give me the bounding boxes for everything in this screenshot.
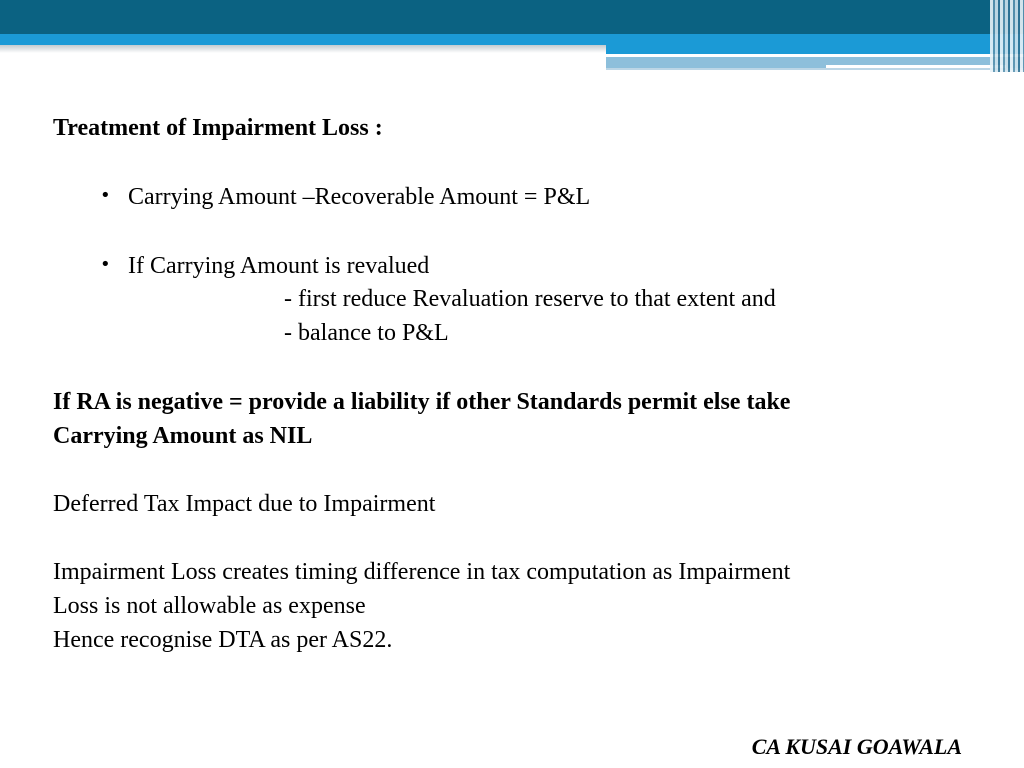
author-footer: CA KUSAI GOAWALA xyxy=(751,734,962,759)
header-bar-dark xyxy=(0,0,1024,36)
bullet-dot-icon: • xyxy=(100,254,111,275)
deferred-tax-heading: Deferred Tax Impact due to Impairment xyxy=(53,491,436,517)
bullet-item xyxy=(100,179,590,214)
bullet-item xyxy=(100,248,429,283)
header-shadow xyxy=(0,45,610,53)
header-accent-line xyxy=(606,68,1024,70)
bullet-text: Carrying Amount –Recoverable Amount = P&L xyxy=(128,184,591,210)
header-accent-block xyxy=(606,45,1024,54)
deferred-tax-body-line: Hence recognise DTA as per AS22. xyxy=(53,627,393,653)
header-bar-light xyxy=(0,34,1024,45)
ra-note-line-2: Carrying Amount as NIL xyxy=(53,423,313,449)
slide-title: Treatment of Impairment Loss : xyxy=(53,115,383,141)
bullet-dot-icon: • xyxy=(100,185,111,206)
header-stripes-decoration xyxy=(990,0,1024,72)
deferred-tax-body-line: Impairment Loss creates timing difference in tax computation as Impairment xyxy=(53,559,791,585)
deferred-tax-body-line: Loss is not allowable as expense xyxy=(53,593,366,619)
ra-note-line-1: If RA is negative = provide a liability if other Standards permit else take xyxy=(53,389,791,415)
bullet-text: If Carrying Amount is revalued xyxy=(128,253,430,279)
sub-point: - balance to P&L xyxy=(284,320,449,346)
sub-point: - first reduce Revaluation reserve to that extent and xyxy=(284,286,776,312)
